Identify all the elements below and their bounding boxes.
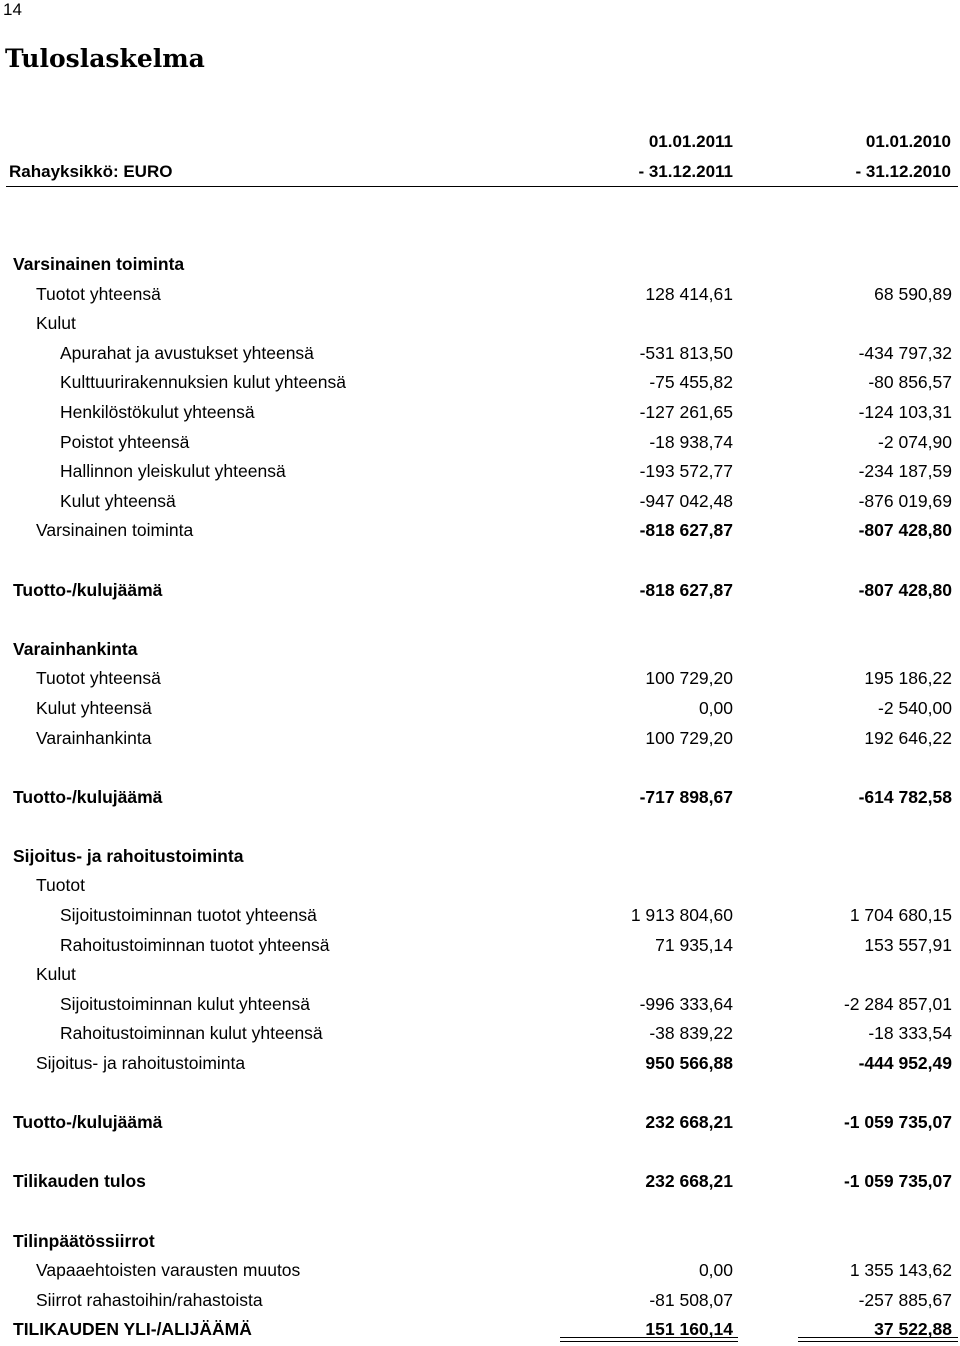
row-label: Kulut yhteensä <box>36 697 152 718</box>
row-label: Tilikauden tulos <box>13 1171 146 1192</box>
value-2010: 153 557,91 <box>864 934 952 955</box>
row-label: Rahoitustoiminnan kulut yhteensä <box>60 1023 323 1044</box>
value-2010: -124 103,31 <box>858 401 952 422</box>
statement-row <box>0 990 960 1020</box>
value-2011: 100 729,20 <box>645 727 733 748</box>
statement-row <box>0 1227 960 1257</box>
row-label: Siirrot rahastoihin/rahastoista <box>36 1289 263 1310</box>
value-2010: -2 284 857,01 <box>843 993 952 1014</box>
period-2011-end: - 31.12.2011 <box>638 162 733 181</box>
spacer-row <box>0 605 960 635</box>
row-label: Kulttuurirakennuksien kulut yhteensä <box>60 372 347 393</box>
row-label: Tuotto-/kulujäämä <box>13 1112 163 1133</box>
row-label: Varainhankinta <box>36 727 152 748</box>
statement-row <box>0 398 960 428</box>
statement-row <box>0 871 960 901</box>
statement-row <box>0 664 960 694</box>
statement-row <box>0 1286 960 1316</box>
spacer-row <box>0 753 960 783</box>
value-2010: 195 186,22 <box>864 668 952 689</box>
row-label: Vapaaehtoisten varausten muutos <box>36 1260 301 1281</box>
statement-row <box>0 1108 960 1138</box>
total-underline-2010 <box>798 1337 958 1342</box>
statement-row <box>0 1049 960 1079</box>
value-2010: -18 333,54 <box>868 1023 952 1044</box>
value-2011: 0,00 <box>698 697 733 718</box>
value-2010: -614 782,58 <box>858 786 952 807</box>
statement-row <box>0 931 960 961</box>
value-2011: -18 938,74 <box>649 431 733 452</box>
value-2011: 232 668,21 <box>645 1171 733 1192</box>
statement-row <box>0 487 960 517</box>
row-label: Varsinainen toiminta <box>36 520 194 541</box>
statement-row <box>0 368 960 398</box>
value-2011: 71 935,14 <box>655 934 733 955</box>
row-label: Hallinnon yleiskulut yhteensä <box>60 461 286 482</box>
value-2010: -2 540,00 <box>878 697 952 718</box>
value-2011: -127 261,65 <box>639 401 733 422</box>
statement-row <box>0 724 960 754</box>
value-2010: 1 355 143,62 <box>849 1260 952 1281</box>
row-label: Tuotot yhteensä <box>36 668 161 689</box>
value-2011: 950 566,88 <box>645 1053 733 1074</box>
row-label: Tuotot yhteensä <box>36 283 161 304</box>
statement-row <box>0 280 960 310</box>
value-2011: -75 455,82 <box>649 372 733 393</box>
row-label: Sijoitus- ja rahoitustoiminta <box>13 845 244 866</box>
value-2011: 100 729,20 <box>645 668 733 689</box>
value-2011: 151 160,14 <box>645 1319 733 1340</box>
value-2010: -234 187,59 <box>858 461 952 482</box>
statement-row <box>0 1256 960 1286</box>
statement-row <box>0 339 960 369</box>
row-label: Tilinpäätössiirrot <box>13 1230 155 1251</box>
row-label: Poistot yhteensä <box>60 431 190 452</box>
value-2010: -2 074,90 <box>878 431 952 452</box>
statement-row <box>0 635 960 665</box>
statement-row <box>0 901 960 931</box>
value-2011: 1 913 804,60 <box>630 905 733 926</box>
row-label: Henkilöstökulut yhteensä <box>60 401 255 422</box>
row-label: TILIKAUDEN YLI-/ALIJÄÄMÄ <box>13 1319 252 1340</box>
value-2011: 0,00 <box>698 1260 733 1281</box>
page-title: Tuloslaskelma <box>5 44 205 73</box>
row-label: Sijoitustoiminnan tuotot yhteensä <box>60 905 317 926</box>
currency-label: Rahayksikkö: EURO <box>9 162 173 181</box>
value-2010: 192 646,22 <box>864 727 952 748</box>
page-number: 14 <box>3 0 22 19</box>
value-2011: -947 042,48 <box>639 490 733 511</box>
value-2011: -81 508,07 <box>649 1289 733 1310</box>
row-label: Tuotto-/kulujäämä <box>13 579 163 600</box>
value-2010: -807 428,80 <box>858 520 952 541</box>
value-2010: -80 856,57 <box>868 372 952 393</box>
row-label: Tuotto-/kulujäämä <box>13 786 163 807</box>
value-2011: 128 414,61 <box>645 283 733 304</box>
row-label: Varsinainen toiminta <box>13 254 185 274</box>
row-label: Kulut <box>36 313 76 334</box>
row-label: Tuotot <box>36 875 85 896</box>
statement-row <box>0 250 960 280</box>
statement-row <box>0 457 960 487</box>
spacer-row <box>0 1197 960 1227</box>
statement-row <box>0 1019 960 1049</box>
statement-row <box>0 842 960 872</box>
statement-row <box>0 309 960 339</box>
income-statement-table <box>0 250 960 1345</box>
value-2011: -717 898,67 <box>639 786 733 807</box>
value-2010: 37 522,88 <box>874 1319 952 1340</box>
statement-row <box>0 516 960 546</box>
value-2010: 1 704 680,15 <box>849 905 952 926</box>
value-2010: -1 059 735,07 <box>843 1171 952 1192</box>
value-2011: -531 813,50 <box>639 342 733 363</box>
total-underline-2011 <box>560 1337 738 1342</box>
row-label: Apurahat ja avustukset yhteensä <box>60 342 314 363</box>
value-2010: -807 428,80 <box>858 579 952 600</box>
value-2010: -1 059 735,07 <box>843 1112 952 1133</box>
row-label: Varainhankinta <box>13 638 138 659</box>
row-label: Rahoitustoiminnan tuotot yhteensä <box>60 934 330 955</box>
value-2011: 232 668,21 <box>645 1112 733 1133</box>
statement-row <box>0 1167 960 1197</box>
header-divider <box>6 186 958 187</box>
row-label: Sijoitustoiminnan kulut yhteensä <box>60 993 311 1014</box>
row-label: Kulut yhteensä <box>60 490 176 511</box>
value-2010: 68 590,89 <box>874 283 952 304</box>
statement-row <box>0 783 960 813</box>
statement-row <box>0 576 960 606</box>
value-2010: -876 019,69 <box>858 490 952 511</box>
value-2010: -444 952,49 <box>858 1053 952 1074</box>
spacer-row <box>0 1138 960 1168</box>
statement-row <box>0 960 960 990</box>
value-2011: -996 333,64 <box>639 993 733 1014</box>
period-2010-end: - 31.12.2010 <box>855 162 951 181</box>
spacer-row <box>0 1079 960 1109</box>
value-2011: -818 627,87 <box>639 579 733 600</box>
value-2011: -38 839,22 <box>649 1023 733 1044</box>
value-2010: -257 885,67 <box>858 1289 952 1310</box>
statement-row <box>0 428 960 458</box>
value-2011: -193 572,77 <box>639 461 733 482</box>
value-2011: -818 627,87 <box>639 520 733 541</box>
spacer-row <box>0 812 960 842</box>
value-2010: -434 797,32 <box>858 342 952 363</box>
period-2010-start: 01.01.2010 <box>865 132 951 151</box>
statement-row <box>0 694 960 724</box>
row-label: Kulut <box>36 964 76 985</box>
period-2011-start: 01.01.2011 <box>648 132 733 151</box>
row-label: Sijoitus- ja rahoitustoiminta <box>36 1053 246 1074</box>
spacer-row <box>0 546 960 576</box>
